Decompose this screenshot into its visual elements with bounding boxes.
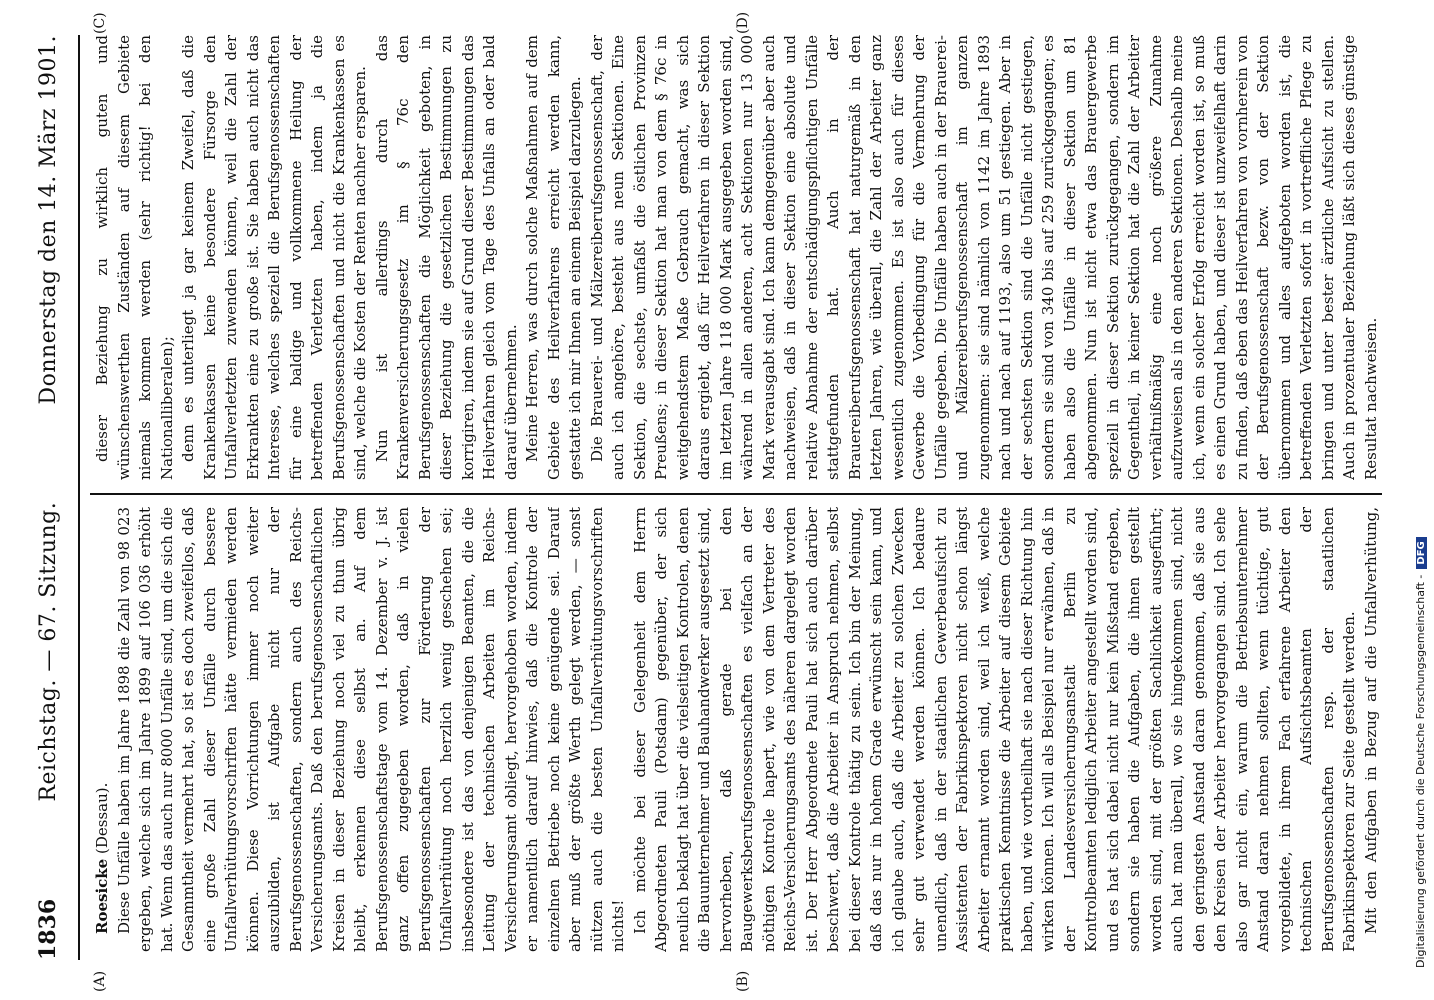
paragraph: Ich möchte bei dieser Gelegenheit dem Herrn Abgeordneten Pauli (Potsdam) gegenüber, der sich neulich beklagt hat über die vielseitigen Kontrolen, denen die Bauunternehmer und Bauhandwerker ausgesetzt sind, hervorheben, daß gerade bei den Baugewerksberufsgenossenschaften es vielfach an der nöthigen Kontrole hapert, wie von dem Vertreter des Reichs-Versicherungsamts des näheren dargelegt worden ist. Der Herr Abgeordnete Pauli hat sich auch darüber beschwert, daß die Arbeiter in Anspruch nehmen, selbst bei dieser Kontrole thätig zu sein. Ich bin der Meinung, daß das nur in hohem Grade erwünscht sein kann, und ich glaube auch, daß die Arbeiter zu solchen Zwecken sehr gut verwendet werden können. Ich bedaure unendlich, daß in der staatlichen Gewerbeaufsicht zu Assistenten der Fabrikinspektoren nicht schon längst Arbeiter ernannt worden sind, weil ich weiß, welche praktischen Kenntnisse die Arbeiter auf diesem Gebiete haben, und wie vortheilhaft sie nach dieser Richtung hin wirken können. Ich will als Beispiel nur erwähnen, daß in der Landesversicherungsanstalt Berlin zu Kontrolbeamten lediglich Arbeiter angestellt worden sind, und es hat sich dabei nicht nur kein Mißstand ergeben, sondern sie haben die Aufgaben, die ihnen gestellt worden sind, mit der größten Sachlichkeit ausgeführt; auch hat man überall, wo sie hingekommen sind, nicht den geringsten Anstand daran genommen, daß sie aus den Kreisen der Arbeiter hervorgegangen sind. Ich sehe also gar nicht ein, warum die Betriebsunternehmer Anstand daran nehmen sollten, wenn tüchtige, gut vorgebildete, in ihrem Fach erfahrene Arbeiter den technischen Aufsichtsbeamten der Berufsgenossenschaften resp. der staatlichen Fabrikinspektoren zur Seite gestellt werden.: [630, 507, 1358, 952]
margin-mark-a: (A): [92, 970, 108, 992]
paragraph: Meine Herren, was durch solche Maßnahmen auf dem Gebiete des Heilverfahrens erreicht werden kann, gestatte ich mir Ihnen an einem Beispiel darzulegen.: [523, 35, 584, 480]
dfg-badge: DFG: [1416, 537, 1427, 568]
header-title-left: Reichstag. — 67. Sitzung.: [35, 501, 61, 802]
speaker-line: [92, 507, 114, 952]
paragraph: Nun ist allerdings durch das Krankenversicherungsgesetz im § 76c den Berufsgenossenschaften die Möglichkeit geboten, in dieser Beziehung die gesetzlichen Bestimmungen zu korrigiren, indem sie auf Grund dieser Bestimmungen das Heilverfahren gleich vom Tage des Unfalls an oder bald darauf übernehmen.: [372, 35, 520, 480]
header-rule: [78, 35, 80, 960]
paragraph: dieser Beziehung zu wirklich guten und wünschenswerthen Zuständen auf diesem Gebiete niemals kommen werden (sehr richtig! bei den Nationalliberalen);: [93, 35, 176, 480]
speaker-party: (Dessau).: [93, 782, 111, 854]
paragraph: Mit den Aufgaben in Bezug auf die Unfallverhütung,: [1361, 507, 1380, 934]
column-divider: [90, 493, 1382, 495]
margin-mark-b: (B): [735, 970, 751, 992]
margin-mark-c: (C): [92, 12, 108, 34]
page-header: [28, 35, 68, 960]
digitization-stamp: [1414, 8, 1432, 988]
paragraph: Die Brauerei- und Mälzereiberufsgenossenschaft, der auch ich angehöre, besteht aus neun Sektionen. Eine Sektion, die sechste, umfaßt die östlichen Provinzen Preußens; in dieser Sektion hat man von dem § 76c in weitgehendstem Maße Gebrauch gemacht, was sich daraus ergiebt, daß für Heilverfahren in dieser Sektion im letzten Jahre 118 000 Mark ausgegeben worden sind, während in allen anderen, acht Sektionen nur 13 000 Mark verausgabt sind. Ich kann demgegenüber aber auch nachweisen, daß in dieser Sektion eine absolute und relative Abnahme der entschädigungspflichtigen Unfälle stattgefunden hat. Auch in der Brauereiberufsgenossenschaft hat naturgemäß in den letzten Jahren, wie überall, die Zahl der Arbeiter ganz wesentlich zugenommen. Es ist also auch für dieses Gewerbe die Vorbedingung für die Vermehrung der Unfälle gegeben. Die Unfälle haben auch in der Brauerei- und Mälzereiberufsgenossenschaft im ganzen zugenommen: sie sind nämlich von 1142 im Jahre 1893 nach und nach auf 1193, also um 51 gestiegen. Aber in der sechsten Sektion sind die Unfälle nicht gestiegen, sondern sie sind von 340 bis auf 259 zurückgegangen; es haben also die Unfälle in dieser Sektion um 81 abgenommen. Nun ist nicht etwa das Brauergewerbe speziell in dieser Sektion zurückgegangen, sondern im Gegentheil, in keiner Sektion hat die Zahl der Arbeiter verhältnißmäßig eine noch größere Zunahme aufzuweisen als in den anderen Sektionen. Deshalb meine ich, wenn ein solcher Erfolg erreicht worden ist, so muß es einen Grund haben, und dieser ist unzweifelhaft darin zu finden, daß eben das Heilverfahren von vornherein von der Berufsgenossenschaft bezw. von der Sektion übernommen und alles aufgeboten worden ist, die betreffenden Verletzten sofort in vortreffliche Pflege zu bringen und unter bester ärztliche Aufsicht zu stellen. Auch in prozentualer Beziehung läßt sich dieses günstige Resultat nachweisen.: [587, 35, 1380, 480]
right-column: [92, 35, 1382, 480]
page-number: 1836: [35, 898, 61, 960]
stamp-text: Digitalisierung gefördert durch die Deutsche Forschungsgemeinschaft -: [1414, 574, 1427, 968]
margin-mark-d: (D): [735, 11, 751, 34]
paragraph: Diese Unfälle haben im Jahre 1898 die Zahl von 98 023 ergeben, welche sich im Jahre 1899 auf 106 036 erhöht hat. Wenn das auch nur 8000 Unfälle sind, um die sich die Gesammtheit vermehrt hat, so ist es doch zweifellos, daß eine große Zahl dieser Unfälle durch bessere Unfallverhütungsvorschriften hätte vermieden werden können. Diese Vorrichtungen immer noch weiter auszubilden, ist Aufgabe nicht nur der Berufsgenossenschaften, sondern auch des Reichs-Versicherungsamts. Daß den berufsgenossenschaftlichen Kreisen in dieser Beziehung noch viel zu thun übrig bleibt, erkennen diese selbst an. Auf dem Berufsgenossenschaftstage vom 14. Dezember v. J. ist ganz offen zugegeben worden, daß in vielen Berufsgenossenschaften zur Förderung der Unfallverhütung noch herzlich wenig geschehen sei; insbesondere ist das von denjenigen Beamten, die die Leitung der technischen Arbeiten im Reichs-Versicherungsamt obliegt, hervorgehoben worden, indem er namentlich darauf hinwies, daß die Kontrole der einzelnen Betriebe noch keine genügende sei. Darauf aber muß der größte Werth gelegt werden, — sonst nützen auch die besten Unfallverhütungsvorschriften nichts!: [114, 507, 627, 952]
speaker-name: Roesicke: [93, 858, 111, 934]
header-title-right: Donnerstag den 14. März 1901.: [35, 35, 61, 405]
paragraph: denn es unterliegt ja gar keinem Zweifel, daß die Krankenkassen keine besondere Fürsorge den Unfallverletzten zuwenden können, weil die Zahl der Erkrankten eine zu große ist. Sie haben auch nicht das Interesse, welches speziell die Berufsgenossenschaften für eine baldige und vollkommene Heilung der betreffenden Verletzten haben, indem ja die Berufsgenossenschaften und nicht die Krankenkassen es sind, welche die Kosten der Renten nachher ersparen.: [179, 35, 369, 480]
left-column: [92, 507, 1382, 952]
